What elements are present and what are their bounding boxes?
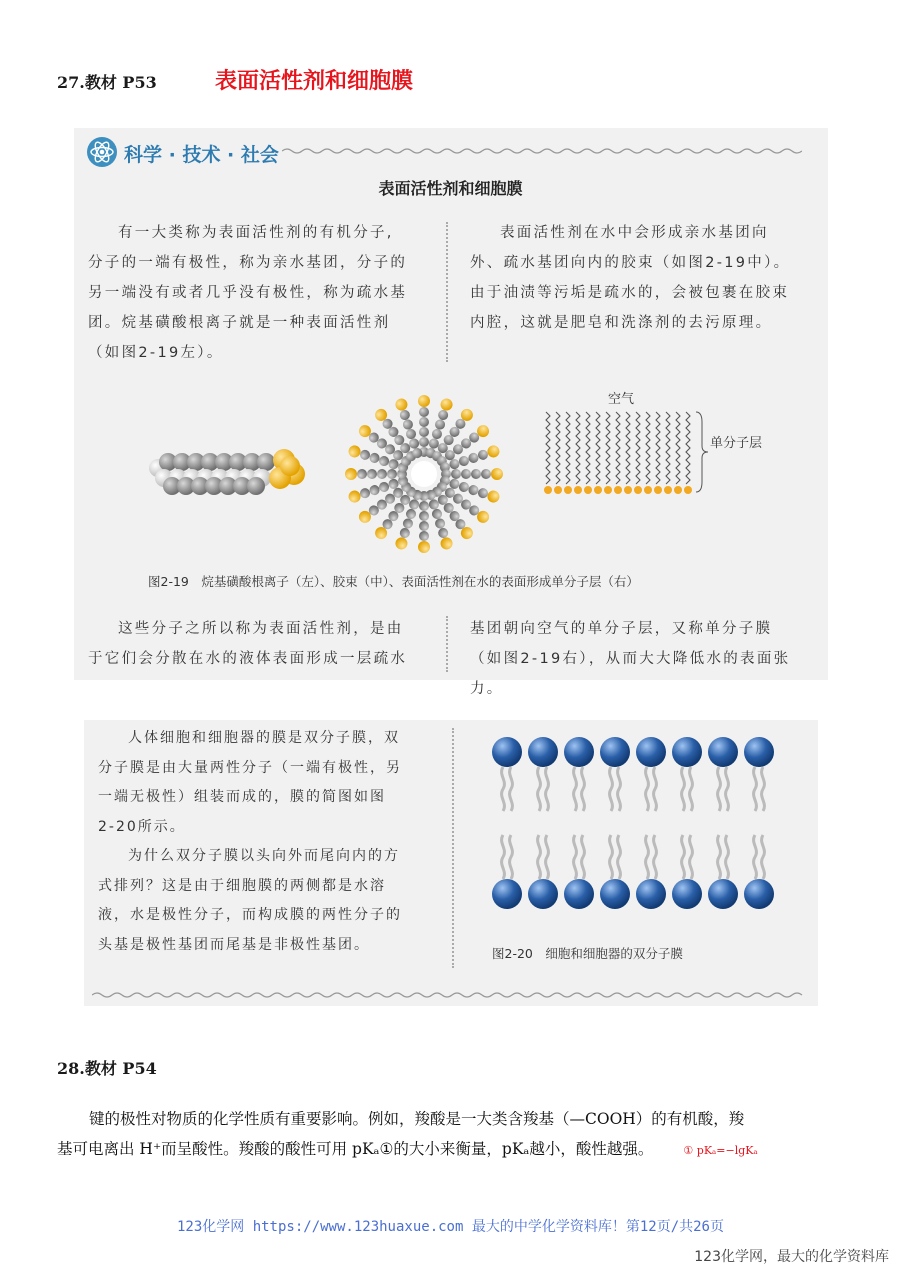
micelle-figure [344, 394, 504, 554]
box-bottom-right [470, 614, 820, 704]
text-line: 为什么双分子膜以头向外而尾向内的方 [128, 848, 400, 864]
column-separator-box2 [452, 728, 454, 968]
fig-monolayer-label: 单分子层 [710, 436, 763, 451]
text-line: 表面活性剂在水中会形成亲水基团向 [500, 225, 769, 241]
text-line: 头基是极性基团而尾基是非极性基团。 [98, 936, 370, 953]
text-line: 分子的一端有极性，称为亲水基团，分子的 [88, 255, 408, 271]
box-bottom-left [88, 614, 433, 674]
micelle-spoke [418, 395, 430, 457]
figure-2-19-caption: 图2-19 烷基磺酸根离子（左）、胶束（中）、表面活性剂在水的表面形成单分子层（右） [148, 574, 639, 589]
text-line: 外、疏水基团向内的胶束（如图2-19中）。 [470, 255, 791, 271]
box-title: 表面活性剂和细胞膜 [378, 179, 523, 198]
wavy-divider-top [282, 146, 802, 156]
text-line: 2-20所示。 [98, 818, 186, 835]
figure-2-20-caption: 图2-20 细胞和细胞器的双分子膜 [492, 946, 683, 961]
text-line: 有一大类称为表面活性剂的有机分子, [118, 225, 394, 241]
text-line: 液，水是极性分子，而构成膜的两性分子的 [98, 907, 402, 923]
text-line: 基可电离出 H⁺而呈酸性。羧酸的酸性可用 pKₐ①的大小来衡量，pKₐ越小，酸性越强。 [57, 1140, 654, 1158]
section-27-heading [57, 70, 157, 93]
text-line: 团。烷基磺酸根离子就是一种表面活性剂 [88, 315, 391, 331]
monolayer-figure [540, 408, 710, 500]
section-27-number: 27. [57, 73, 85, 92]
bilayer-paragraph [98, 724, 438, 960]
text-line: 式排列？这是由于细胞膜的两侧都是水溶 [98, 877, 386, 894]
box-right-paragraph [470, 218, 815, 338]
box-left-paragraph [88, 218, 428, 368]
fig-air-label: 空气 [608, 392, 635, 407]
section-28-number: 28. [57, 1059, 85, 1078]
column-separator-bottom [446, 616, 448, 672]
alkylsulfonate-molecule-figure [144, 438, 324, 500]
text-line: 另一端没有或者几乎没有极性，称为疏水基 [88, 285, 408, 301]
section-27-title: 表面活性剂和细胞膜 [215, 69, 414, 94]
footer-site-link[interactable]: 123化学网 https://www.123huaxue.com 最大的中学化学资料库！第12页/共26页 [176, 1219, 724, 1235]
footnote: ① pKₐ=−lgKₐ [683, 1144, 758, 1157]
section-27-label: 教材 P53 [84, 73, 157, 92]
text-line: 人体细胞和细胞器的膜是双分子膜，双 [128, 730, 400, 746]
column-separator [446, 222, 448, 362]
section-28-heading [57, 1056, 157, 1079]
box-header-label: 科学 · 技术 · 社会 [124, 144, 279, 166]
text-line: 内腔，这就是肥皂和洗涤剂的去污原理。 [470, 315, 773, 331]
section-28-label: 教材 P54 [84, 1059, 157, 1078]
text-line: 于它们会分散在水的液体表面形成一层疏水 [88, 651, 408, 667]
text-line: 这些分子之所以称为表面活性剂，是由 [118, 621, 404, 637]
text-line: 一端无极性）组装而成的，膜的简图如图 [98, 789, 386, 805]
footer-watermark: 123化学网，最大的化学资料库 [694, 1249, 889, 1265]
wavy-divider-bottom [92, 990, 812, 1000]
bilayer-membrane-figure [480, 730, 800, 920]
text-line: 由于油渍等污垢是疏水的，会被包裹在胶束 [470, 285, 790, 301]
text-line: 基团朝向空气的单分子层，又称单分子膜 [470, 621, 773, 637]
atom-icon [86, 136, 118, 168]
text-line: （如图2-19左）。 [88, 345, 224, 361]
text-line: 键的极性对物质的化学性质有重要影响。例如，羧酸是一大类含羧基（—COOH）的有机酸，羧 [89, 1110, 745, 1128]
section-28-paragraph [57, 1104, 857, 1166]
text-line: （如图2-19右），从而大大降低水的表面张力。 [470, 651, 791, 697]
text-line: 分子膜是由大量两性分子（一端有极性，另 [98, 759, 402, 776]
